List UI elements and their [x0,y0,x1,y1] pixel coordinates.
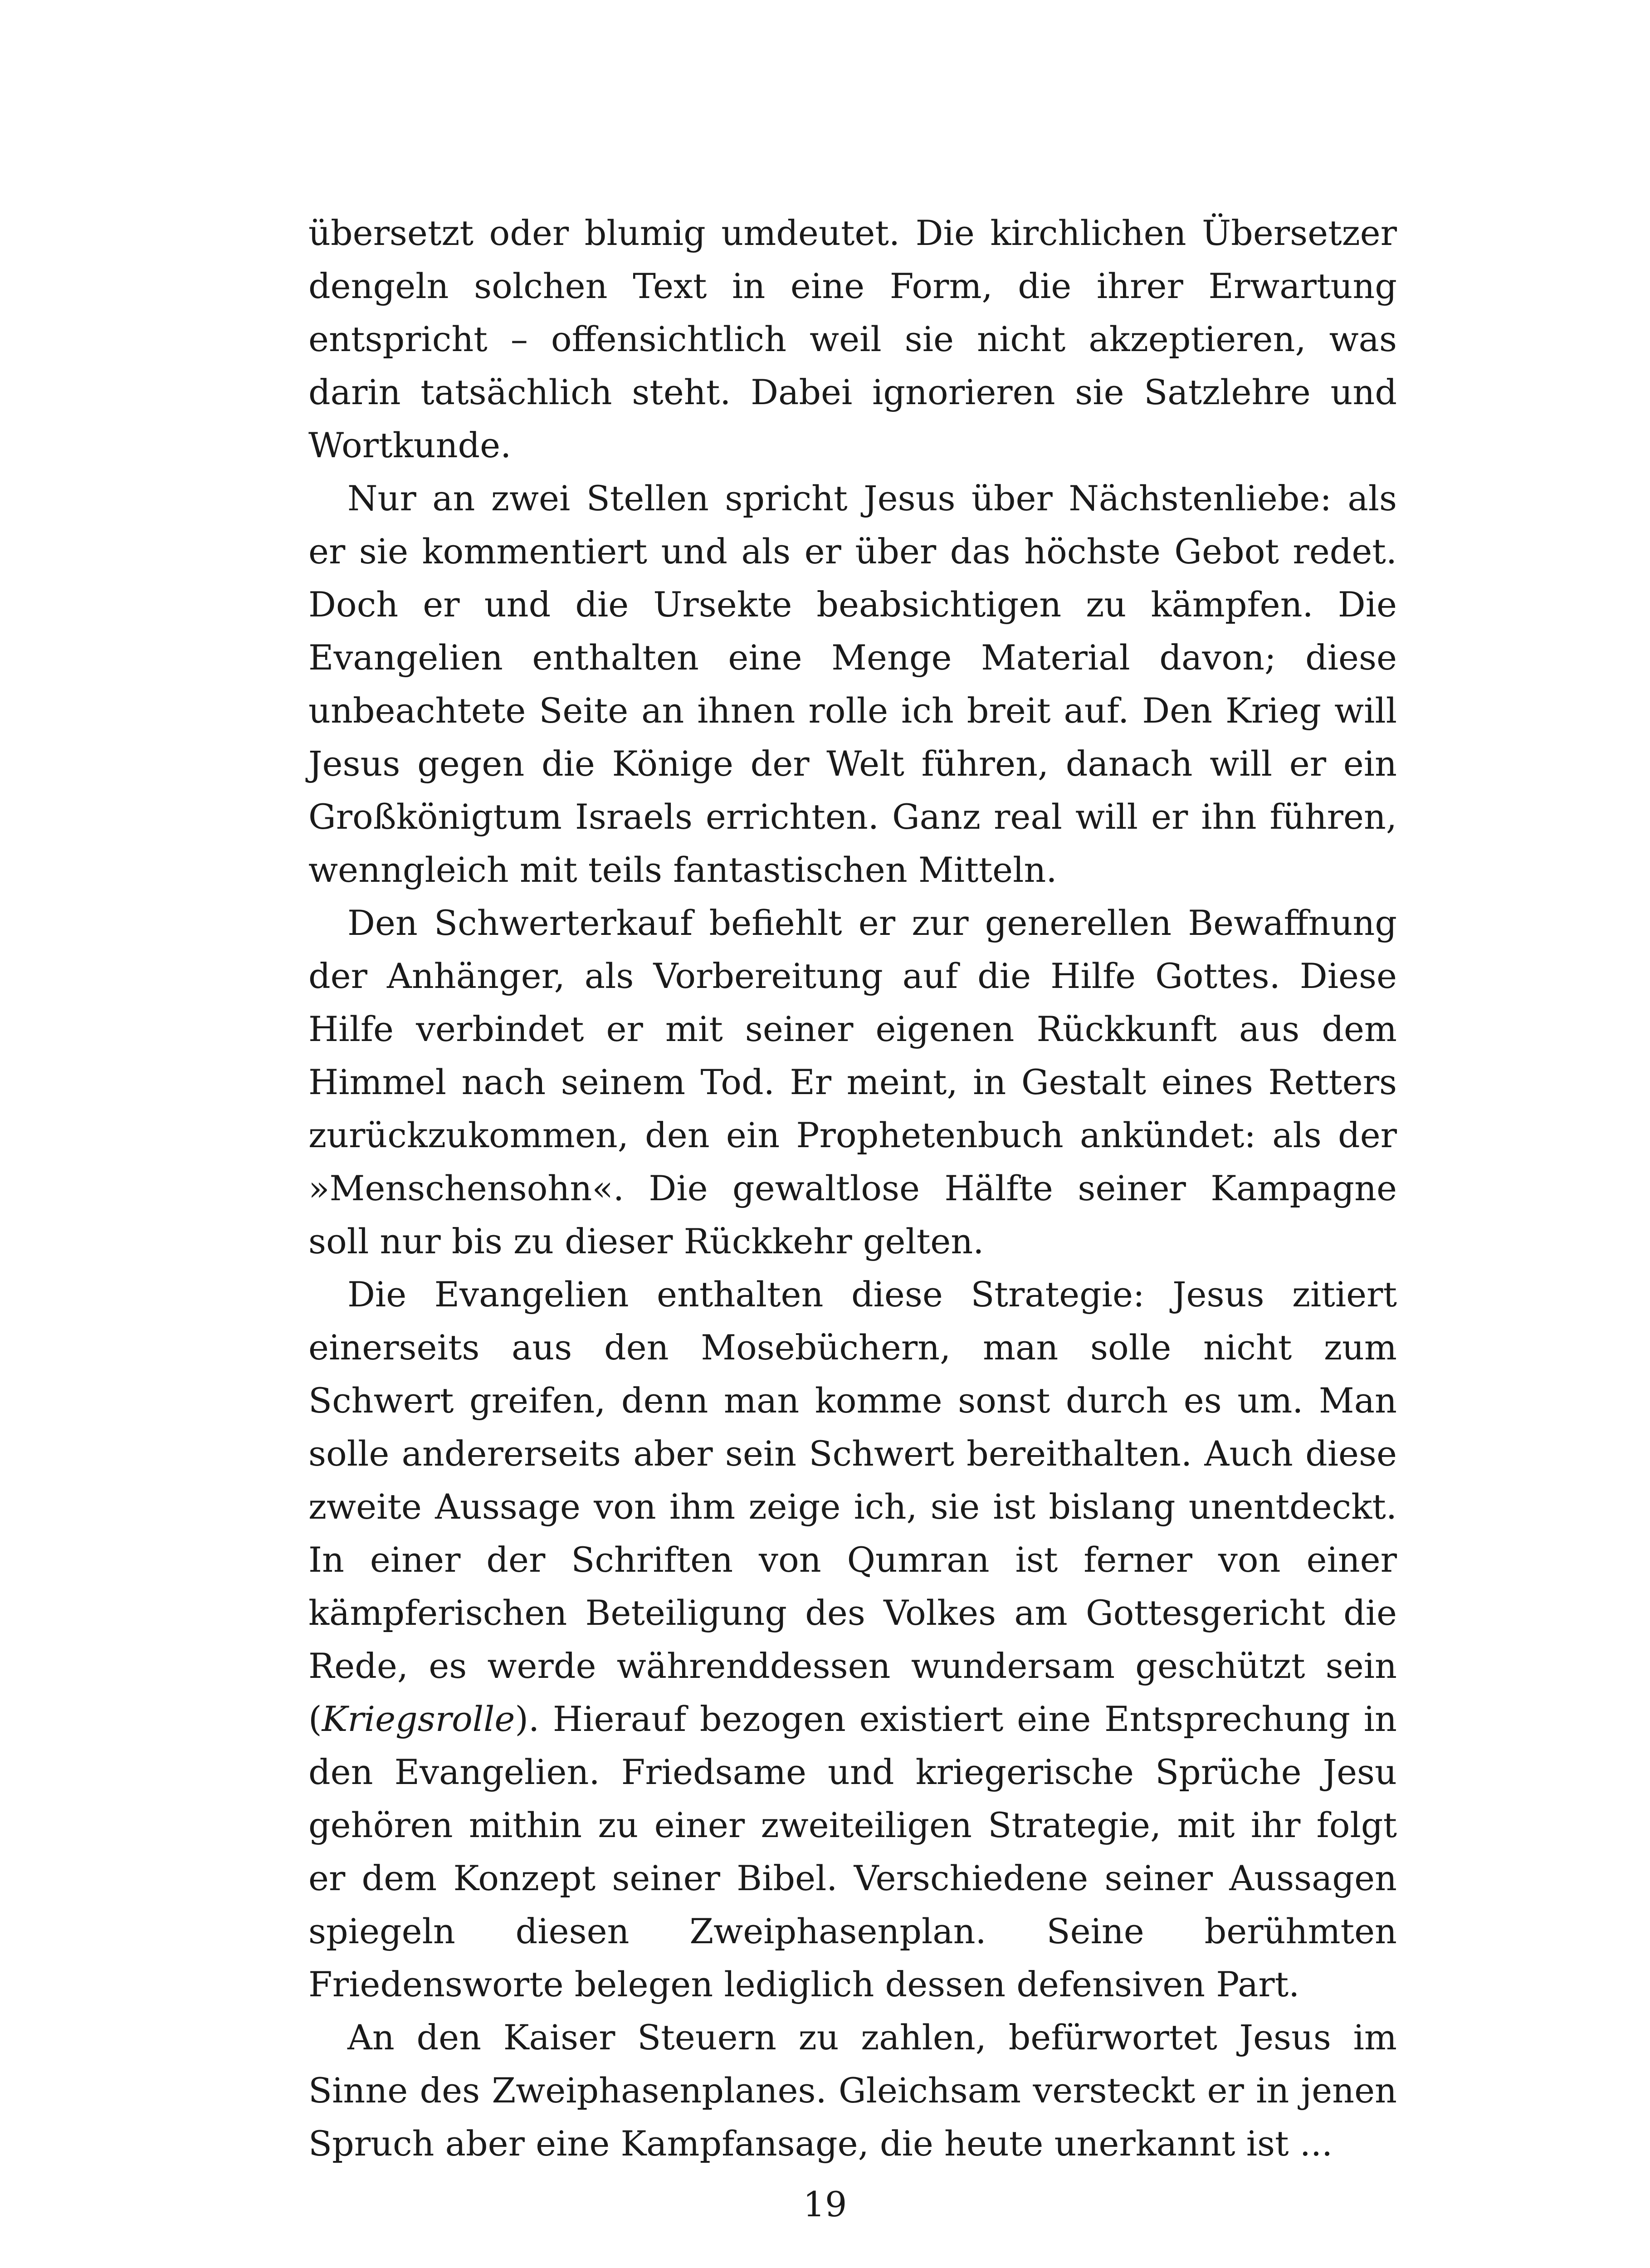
paragraph-strategie-part-1: Die Evangelien enthalten diese Strategie: Jesus zitiert einerseits aus den Mosebüchern, man solle nicht zum Schwert greifen, denn man komme sonst durch es um. Man solle andererseits aber sein Schwert bereithalten. Auch diese zweite Aussage von ihm zeige ich, sie ist bislang unentdeckt. In einer der Schriften von Qumran ist ferner von einer kämpferischen Beteiligung des Volkes am Gottesgericht die Rede, es werde währenddessen wundersam geschützt sein ( [308,1274,1397,1739]
paragraph-naechstenliebe: Nur an zwei Stellen spricht Jesus über Nächstenliebe: als er sie kommentiert und als er über das höchste Gebot redet. Doch er und die Ursekte beabsichtigen zu kämpfen. Die Evangelien enthalten eine Menge Material davon; diese unbeachtete Seite an ihnen rolle ich breit auf. Den Krieg will Jesus gegen die Könige der Welt führen, danach will er ein Großkönigtum Israels errichten. Ganz real will er ihn führen, wenngleich mit teils fantastischen Mitteln. [308,478,1397,890]
paragraph-kaiser-steuern: An den Kaiser Steuern zu zahlen, befürwortet Jesus im Sinne des Zweiphasenplanes. Gleichsam versteckt er in jenen Spruch aber eine Kampfansage, die heute unerkannt ist ... [308,2017,1397,2164]
kriegsrolle-title: Kriegsrolle [322,1699,515,1739]
paragraph-schwerterkauf: Den Schwerterkauf befiehlt er zur generellen Bewaffnung der Anhänger, als Vorbereitung auf die Hilfe Gottes. Diese Hilfe verbindet er mit seiner eigenen Rückkunft aus dem Himmel nach seinem Tod. Er meint, in Gestalt eines Retters zurückzukommen, den ein Prophetenbuch ankündet: als der »Menschensohn«. Die gewaltlose Hälfte seiner Kampagne soll nur bis zu dieser Rückkehr gelten. [308,903,1397,1261]
paragraph-continuation: übersetzt oder blumig umdeutet. Die kirchlichen Übersetzer dengeln solchen Text in eine Form, die ihrer Erwartung entspricht – offensichtlich weil sie nicht akzeptieren, was darin tatsächlich steht. Dabei ignorieren sie Satzlehre und Wortkunde. [308,213,1397,465]
body-text [308,206,1397,2170]
paragraph-strategie [308,1268,1397,2011]
page-number: 19 [803,2184,847,2224]
paragraph-strategie-part-2: ). Hierauf bezogen existiert eine Entsprechung in den Evangelien. Friedsame und kriegerische Sprüche Jesu gehören mithin zu einer zweiteiligen Strategie, mit ihr folgt er dem Konzept seiner Bibel. Verschiedene seiner Aussagen spiegeln diesen Zweiphasenplan. Seine berühmten Friedensworte belegen lediglich dessen defensiven Part. [308,1699,1397,2004]
